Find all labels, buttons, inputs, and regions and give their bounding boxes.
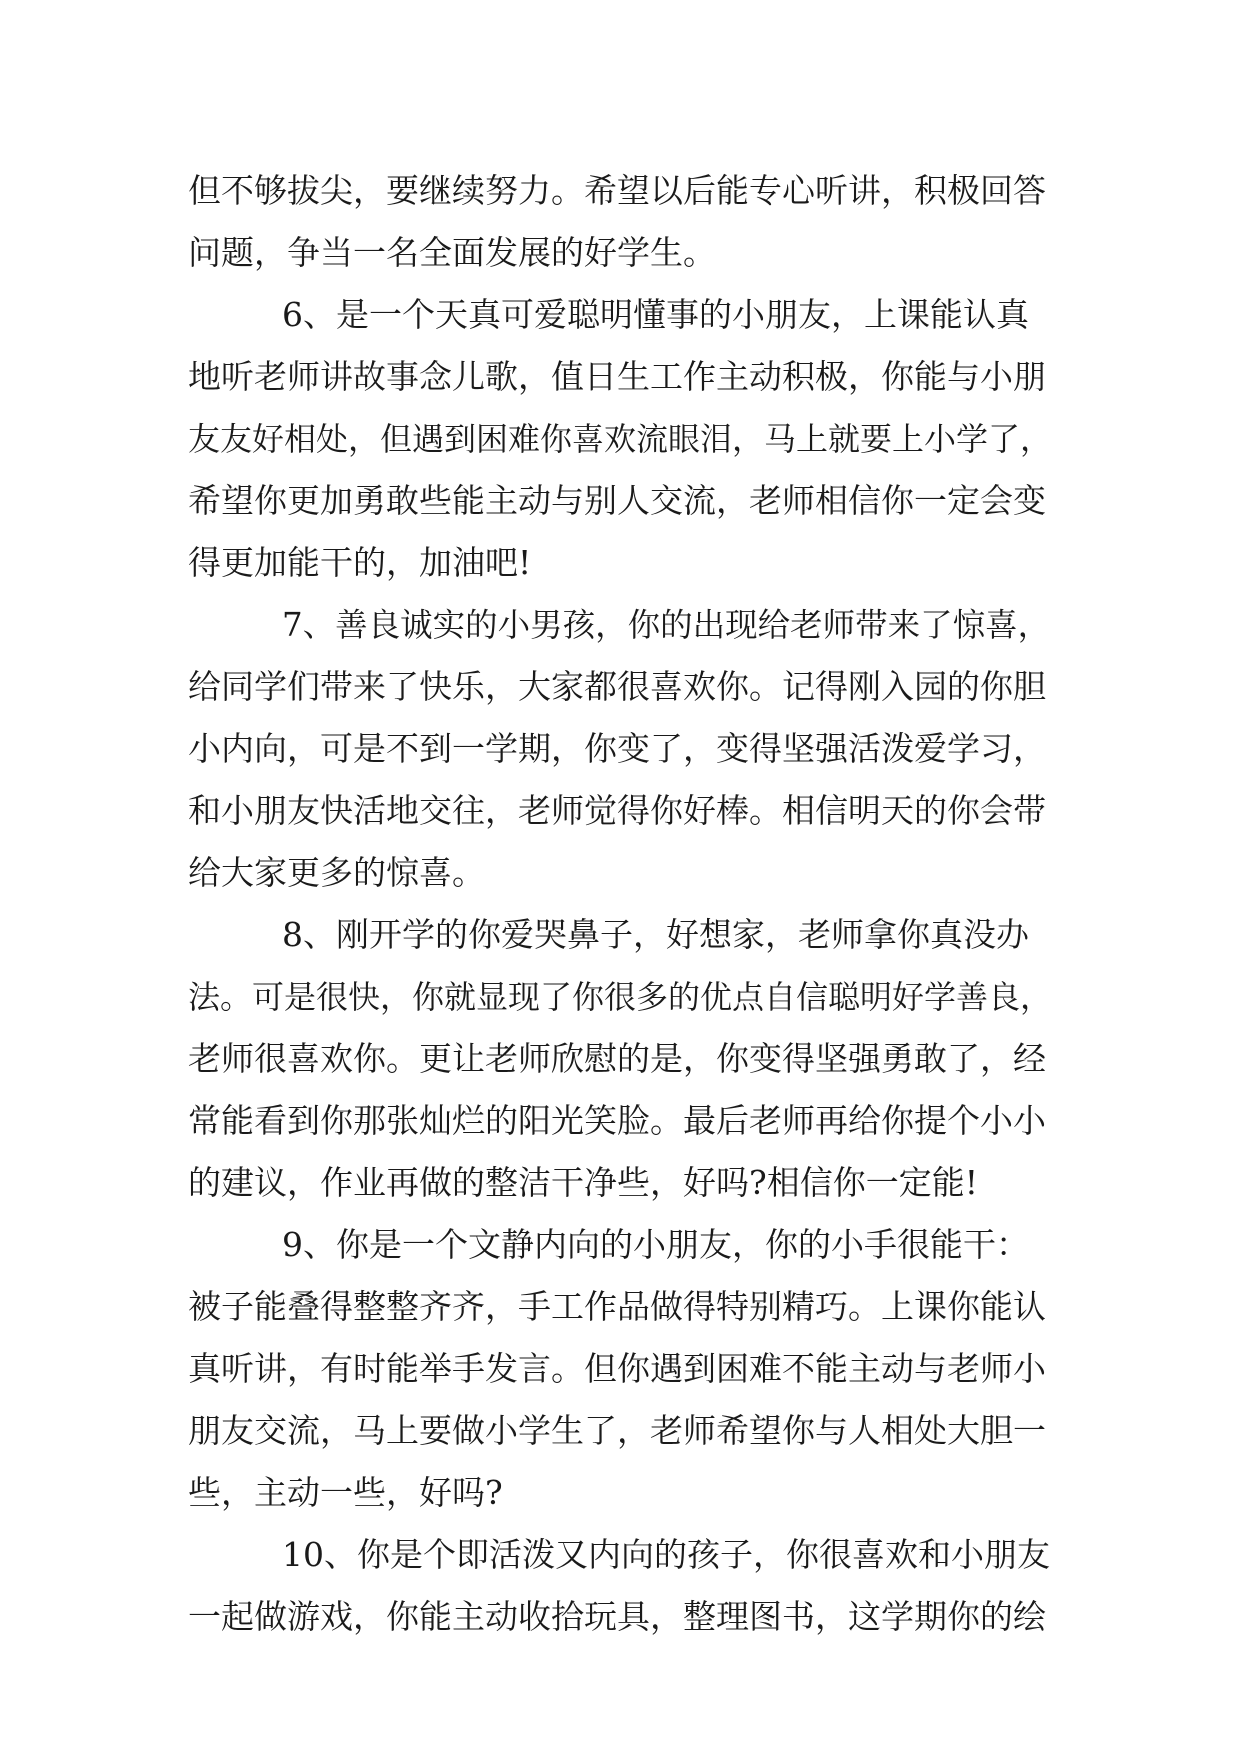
text-line: 友友好相处，但遇到困难你喜欢流眼泪，马上就要上小学了， [188,420,1053,458]
text-line: 但不够拔尖，要继续努力。希望以后能专心听讲，积极回答 [188,171,1046,210]
text-line: 希望你更加勇敢些能主动与别人交流，老师相信你一定会变 [188,481,1046,520]
text-line: 9、你是一个文静内向的小朋友，你的小手很能干： [282,1225,1029,1264]
text-line: 10、你是个即活泼又内向的孩子，你很喜欢和小朋友 [282,1535,1050,1574]
text-line: 些，主动一些，好吗? [188,1473,503,1512]
text-line: 真听讲，有时能举手发言。但你遇到困难不能主动与老师小 [188,1349,1046,1388]
text-line: 朋友交流，马上要做小学生了，老师希望你与人相处大胆一 [188,1411,1046,1450]
text-line: 老师很喜欢你。更让老师欣慰的是，你变得坚强勇敢了，经 [188,1039,1046,1078]
body-text [188,160,1056,1648]
text-line: 一起做游戏，你能主动收拾玩具，整理图书，这学期你的绘 [188,1597,1046,1636]
text-line: 小内向，可是不到一学期，你变了，变得坚强活泼爱学习， [188,729,1046,768]
text-line: 8、刚开学的你爱哭鼻子，好想家，老师拿你真没办 [282,915,1029,954]
text-line: 给大家更多的惊喜。 [188,853,485,892]
text-line: 被子能叠得整整齐齐，手工作品做得特别精巧。上课你能认 [188,1287,1046,1326]
text-line: 得更加能干的，加油吧! [188,543,532,582]
text-line: 7、善良诚实的小男孩，你的出现给老师带来了惊喜， [282,606,1051,644]
text-line: 和小朋友快活地交往，老师觉得你好棒。相信明天的你会带 [188,791,1046,830]
text-line: 地听老师讲故事念儿歌，值日生工作主动积极，你能与小朋 [188,357,1046,396]
text-line: 给同学们带来了快乐，大家都很喜欢你。记得刚入园的你胆 [188,667,1046,706]
text-line: 的建议，作业再做的整洁干净些，好吗?相信你一定能! [188,1163,978,1202]
text-line: 6、是一个天真可爱聪明懂事的小朋友，上课能认真 [282,295,1029,334]
text-line: 问题，争当一名全面发展的好学生。 [188,233,716,272]
text-line: 法。可是很快，你就显现了你很多的优点自信聪明好学善良， [188,978,1053,1016]
text-line: 常能看到你那张灿烂的阳光笑脸。最后老师再给你提个小小 [188,1101,1046,1140]
